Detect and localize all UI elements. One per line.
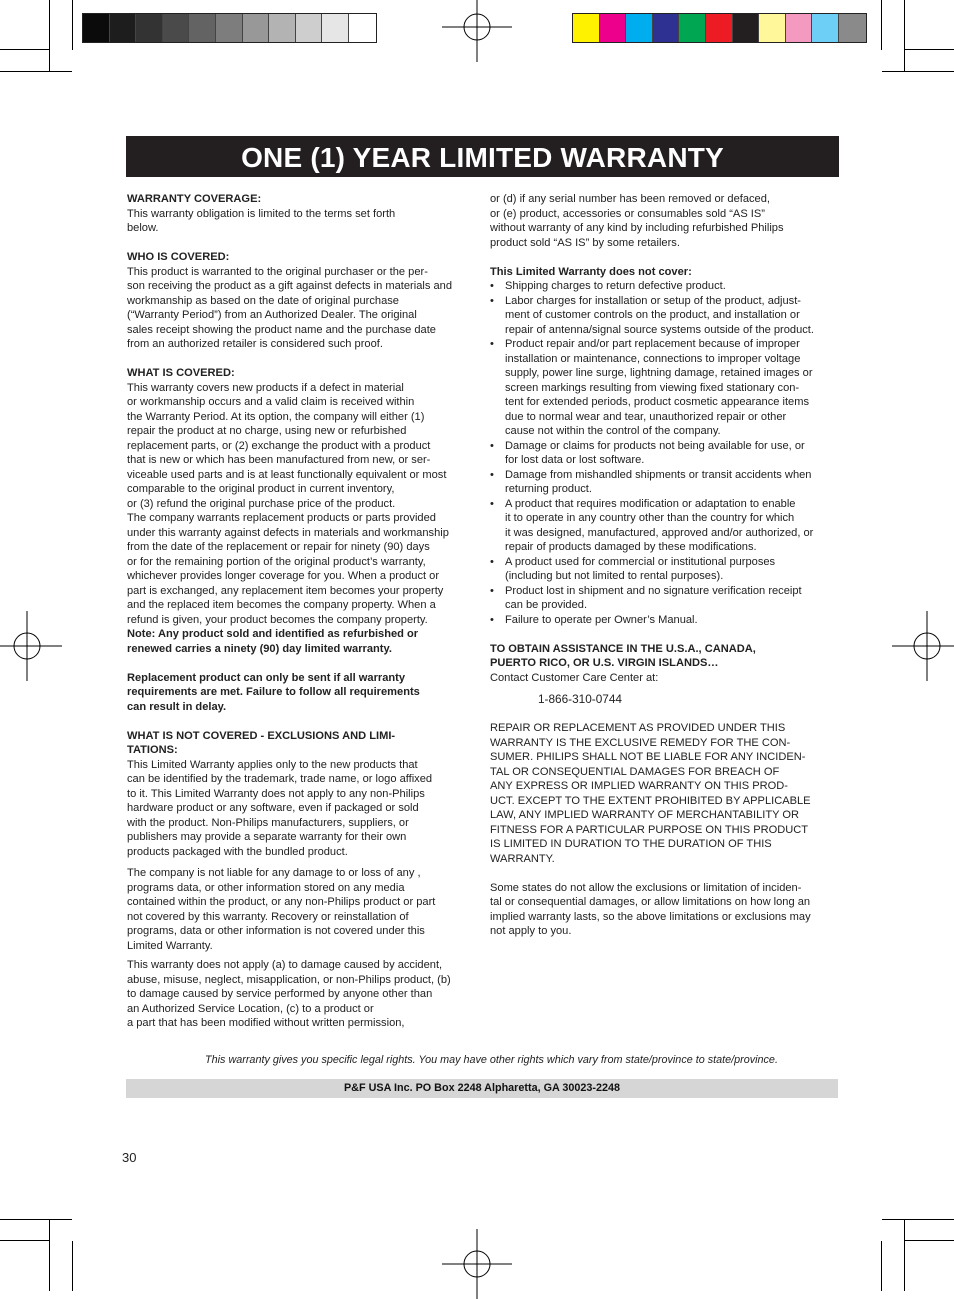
what-is-not-covered-heading [127,729,477,758]
assistance-heading [490,642,842,671]
state-rights-text [490,881,842,939]
text-line: ANY EXPRESS OR IMPLIED WARRANTY ON THIS PROD- [490,780,788,792]
text-line: contained within the product, or any non-Philips product or part [127,896,436,908]
list-item [490,337,842,439]
text-line: LAW, ANY IMPLIED WARRANTY OF MERCHANTABILITY OR [490,809,800,821]
color-swatch [600,14,627,42]
list-item [490,497,842,555]
text-line: Replacement product can only be sent if all warranty [127,671,406,684]
text-line: or (3) refund the original purchase price of the product. [127,497,396,510]
color-swatch [812,14,839,42]
legal-rights-footnote: This warranty gives you specific legal rights. You may have other rights which vary from state/province to state/province. [205,1054,778,1066]
text-line: UCT. EXCEPT TO THE EXTENT PROHIBITED BY APPLICABLE [490,794,811,807]
text-line: screen markings resulting from viewing fixed stationary con- [505,381,800,394]
crop-mark [881,0,882,50]
text-line: from the date of the replacement or repair for ninety (90) days [127,541,430,553]
text-line: • Shipping charges to return defective product. [505,280,726,292]
text-line: repair of antenna/signal source systems outside of the product. [505,323,814,336]
text-line: a part that has been modified without written permission, [127,1017,405,1029]
text-line: tent for extended periods, product cosmetic appearance items [505,396,810,408]
who-is-covered-heading: WHO IS COVERED: [127,251,230,263]
color-swatch [349,14,376,42]
text-line: installation or maintenance, connections to improper voltage [505,352,801,365]
left-column [127,192,477,1031]
text-line: • Product lost in shipment and no signature verification receipt [505,584,802,597]
text-line: • A product used for commercial or institutional purposes [505,555,776,568]
color-swatch [839,14,866,42]
list-item [490,279,842,294]
color-swatch [706,14,733,42]
crop-mark [904,0,905,72]
text-line: REPAIR OR REPLACEMENT AS PROVIDED UNDER THIS [490,722,786,734]
text-line: (including but not limited to rental purposes). [505,570,724,582]
list-item [490,584,842,613]
text-line: programs data, or other information stored on any media [127,881,405,894]
what-is-covered-text [127,381,477,628]
text-line: • Labor charges for installation or setup of the product, adjust- [505,294,802,307]
text-line: TO OBTAIN ASSISTANCE IN THE U.S.A., CANADA, [490,642,756,655]
text-line: Limited Warranty. [127,939,213,952]
text-line: not covered by this warranty. Recovery or reinstallation of [127,910,409,923]
text-line: TAL OR CONSEQUENTIAL DAMAGES FOR BREACH OF [490,765,780,778]
text-line: Note: Any product sold and identified as refurbished or [127,628,419,640]
warranty-coverage-text [127,207,477,236]
refurbished-note [127,627,477,656]
text-line: not apply to you. [490,925,572,937]
text-line: can be identified by the trademark, trade name, or logo affixed [127,773,433,785]
not-covered-list [490,279,842,627]
crop-mark [49,1219,50,1291]
title-banner [126,136,839,177]
color-swatch [679,14,706,42]
text-line: refund is given, your product becomes the company property. [127,613,428,626]
text-line: This warranty does not apply (a) to damage caused by accident, [127,959,443,971]
text-line: that is new or which has been manufactured from new, or ser- [127,454,431,466]
text-line: The company warrants replacement products or parts provided [127,512,436,524]
page-title: ONE (1) YEAR LIMITED WARRANTY [241,142,724,173]
text-line: can be provided. [505,599,588,611]
list-item [490,468,842,497]
text-line: it to operate in any country other than the country for which [505,512,795,524]
text-line: requirements are met. Failure to follow all requirements [127,686,420,698]
text-line: • Product repair and/or part replacement because of improper [505,338,800,350]
text-line: to damage caused by service performed by anyone other than [127,988,433,1000]
color-swatch [269,14,296,42]
text-line: to it. This Limited Warranty does not apply to any non-Philips [127,787,425,800]
crop-mark [72,1241,73,1291]
text-line: sales receipt showing the product name and the purchase date [127,323,436,336]
text-line: workmanship as based on the date of original purchase [127,294,399,307]
color-swatch [216,14,243,42]
customer-care-phone: 1-866-310-0744 [538,692,622,706]
text-line: from an authorized retailer is considered such proof. [127,338,383,350]
text-line: comparable to the original product in current inventory, [127,483,395,495]
text-line: ment of customer controls on the product, and installation or [505,309,800,321]
text-line: it was designed, manufactured, approved and/or authorized, or [505,526,814,539]
text-line: renewed carries a ninety (90) day limited warranty. [127,642,392,655]
crop-mark [0,49,50,50]
text-line: This Limited Warranty applies only to the new products that [127,758,418,771]
text-line: son receiving the product as a gift against defects in materials and [127,280,452,292]
text-line: repair the product at no charge, using new or refurbished [127,425,407,437]
text-line: SUMER. PHILIPS SHALL NOT BE LIABLE FOR ANY INCIDEN- [490,751,806,763]
color-swatch [136,14,163,42]
registration-mark-icon [0,611,62,681]
text-line: supply, power line surge, lightning damage, retained images or [505,367,813,379]
registration-mark-icon [442,1229,512,1299]
registration-mark-icon [442,0,512,62]
text-line: repair of products damaged by these modifications. [505,541,757,553]
does-not-cover-heading: This Limited Warranty does not cover: [490,265,692,278]
text-line: implied warranty lasts, so the above limitations or exclusions may [490,910,811,923]
text-line: whichever provides longer coverage for you. When a product or [127,570,440,582]
registration-mark-icon [892,611,954,681]
text-line: This product is warranted to the original purchaser or the per- [127,265,428,278]
list-item [490,439,842,468]
crop-mark [72,0,73,50]
text-line: due to normal wear and tear, unauthorized repair or other [505,410,787,423]
crop-mark [881,1241,882,1291]
text-line: tal or consequential damages, or allow limitations on how long an [490,896,811,908]
text-line: replacement parts, or (2) exchange the product with a product [127,439,431,452]
remedy-disclaimer [490,721,842,866]
color-swatch [189,14,216,42]
color-swatch [733,14,760,42]
crop-mark [49,0,50,72]
company-address-bar: P&F USA Inc. PO Box 2248 Alpharetta, GA 30023-2248 [126,1079,838,1098]
text-line: This warranty covers new products if a defect in material [127,381,404,394]
text-line: FITNESS FOR A PARTICULAR PURPOSE ON THIS PRODUCT [490,823,809,836]
text-line: IS LIMITED IN DURATION TO THE DURATION OF THIS [490,838,772,850]
color-swatch [110,14,137,42]
text-line: publishers may provide a separate warranty for their own [127,831,407,843]
text-line: • Failure to operate per Owner’s Manual. [505,613,698,626]
warranty-coverage-heading: WARRANTY COVERAGE: [127,193,262,205]
what-is-not-covered-text [127,758,477,860]
color-swatch [653,14,680,42]
right-column [490,192,842,939]
color-swatch [163,14,190,42]
color-swatch [83,14,110,42]
text-line: or workmanship occurs and a valid claim is received within [127,396,415,408]
liability-text [127,866,477,953]
color-swatch [296,14,323,42]
text-line: an Authorized Service Location, (c) to a product or [127,1002,374,1015]
what-is-covered-heading: WHAT IS COVERED: [127,367,235,379]
list-item [490,613,842,628]
text-line: or (e) product, accessories or consumables sold “AS IS” [490,207,765,220]
text-line: programs, data or other information is not covered under this [127,925,425,937]
text-line: WARRANTY IS THE EXCLUSIVE REMEDY FOR THE CON- [490,736,791,749]
text-line: WHAT IS NOT COVERED - EXCLUSIONS AND LIMI- [127,729,396,742]
page-number: 30 [122,1150,137,1165]
exclusions-text [127,958,477,1031]
text-line: abuse, misuse, neglect, misapplication, or non-Philips product, (b) [127,973,451,986]
crop-mark [0,71,72,72]
crop-mark [882,71,954,72]
text-line: part is exchanged, any replacement item becomes your property [127,584,444,597]
crop-mark [904,1219,905,1291]
color-swatch [322,14,349,42]
crop-mark [904,49,954,50]
crop-mark [904,1240,954,1241]
text-line: viceable used parts and is at least functionally equivalent or most [127,468,447,481]
color-swatch [759,14,786,42]
text-line: (“Warranty Period”) from an Authorized Dealer. The original [127,309,417,321]
text-line: This warranty obligation is limited to the terms set forth [127,207,396,220]
who-is-covered-text [127,265,477,352]
text-line: cause not within the control of the company. [505,425,721,437]
text-line: for lost data or lost software. [505,454,645,466]
color-swatch [786,14,813,42]
text-line: returning product. [505,483,592,495]
text-line: and the replaced item becomes the company property. When a [127,599,436,611]
text-line: product sold “AS IS” by some retailers. [490,236,680,249]
text-line: under this warranty against defects in materials and workmanship [127,526,449,539]
text-line: the Warranty Period. At its option, the company will either (1) [127,410,425,423]
color-calibration-bar [572,13,867,43]
grayscale-calibration-bar [82,13,377,43]
crop-mark [882,1219,954,1220]
contact-line: Contact Customer Care Center at: [490,671,659,684]
text-line: without warranty of any kind by including refurbished Philips [490,222,784,234]
text-line: below. [127,222,159,234]
text-line: WARRANTY. [490,852,555,865]
text-line: • Damage or claims for products not being available for use, or [505,439,805,452]
text-line: hardware product or any software, even if packaged or sold [127,802,419,814]
list-item [490,555,842,584]
text-line: TATIONS: [127,744,178,756]
color-swatch [243,14,270,42]
crop-mark [0,1240,50,1241]
text-line: PUERTO RICO, OR U.S. VIRGIN ISLANDS… [490,657,719,669]
color-swatch [573,14,600,42]
text-line: can result in delay. [127,700,227,713]
crop-mark [0,1219,72,1220]
text-line: • A product that requires modification or adaptation to enable [505,497,796,510]
text-line: products packaged with the bundled product. [127,845,348,858]
text-line: The company is not liable for any damage to or loss of any , [127,867,421,879]
color-swatch [626,14,653,42]
text-line: or for the remaining portion of the original product’s warranty, [127,555,426,568]
replacement-note [127,671,477,715]
text-line: • Damage from mishandled shipments or transit accidents when [505,468,812,481]
text-line: Some states do not allow the exclusions or limitation of inciden- [490,881,802,894]
list-item [490,294,842,338]
text-line: with the product. Non-Philips manufacturers, suppliers, or [127,816,409,829]
exclusions-continued-text [490,192,842,250]
text-line: or (d) if any serial number has been removed or defaced, [490,193,770,205]
